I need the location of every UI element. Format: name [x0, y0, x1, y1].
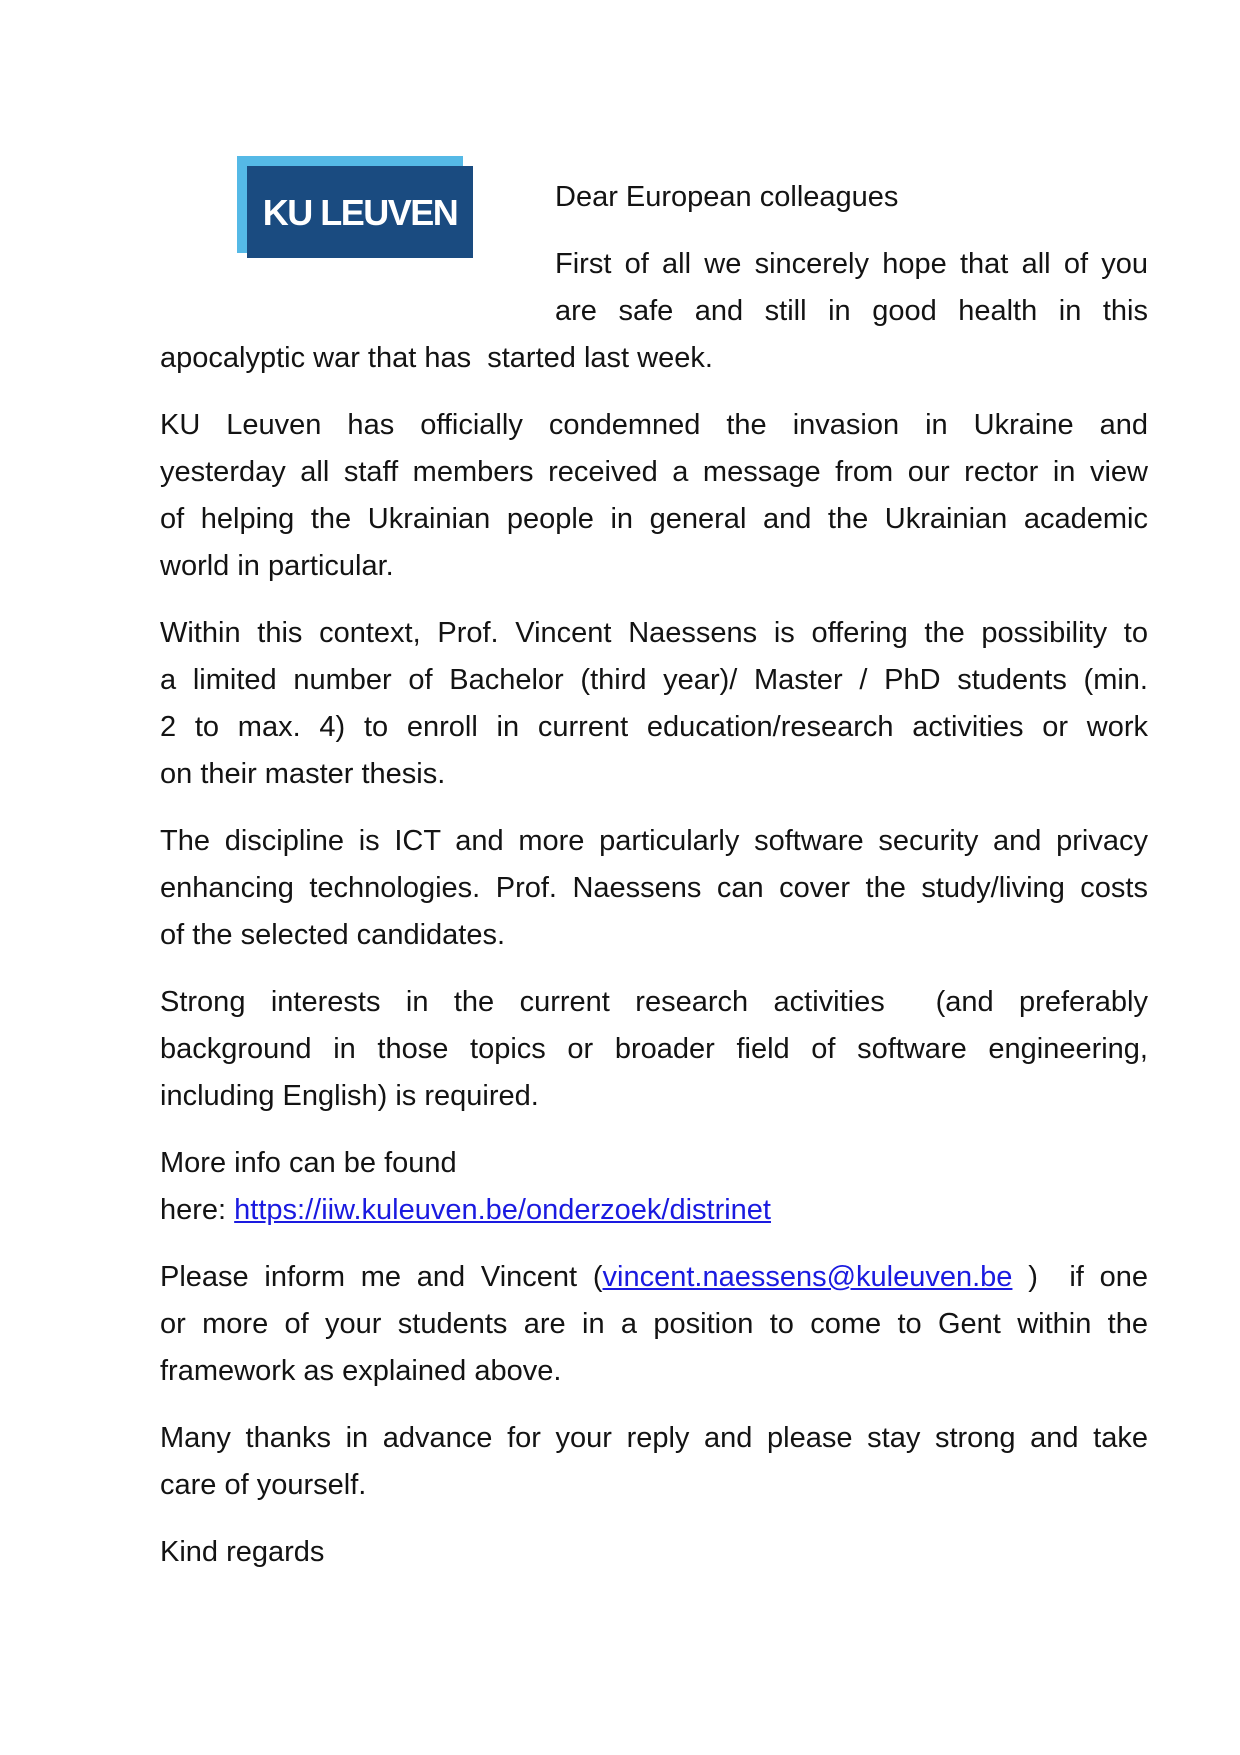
- text-line: [160, 543, 1148, 590]
- text-line: [160, 818, 1148, 865]
- text-segment: Many thanks in advance for your reply and please stay strong and take: [160, 1422, 1148, 1454]
- text-line: [160, 1529, 1148, 1576]
- text-segment: apocalyptic war that has started last week.: [160, 342, 713, 374]
- text-line: [160, 402, 1148, 449]
- paragraph-discipline: [160, 818, 1148, 959]
- text-line: [160, 449, 1148, 496]
- text-segment: or more of your students are in a position to come to Gent within the: [160, 1308, 1148, 1340]
- text-segment: The discipline is ICT and more particularly software security and privacy: [160, 825, 1148, 857]
- text-segment: ) if one: [1012, 1261, 1148, 1293]
- text-segment: are safe and still in good health in this: [555, 295, 1148, 327]
- distrinet-link[interactable]: https://iiw.kuleuven.be/onderzoek/distrinet: [234, 1194, 771, 1226]
- text-segment: world in particular.: [160, 550, 394, 582]
- text-line: [160, 1254, 1148, 1301]
- ku-leuven-logo: [237, 156, 473, 258]
- paragraph-offer: [160, 610, 1148, 798]
- paragraph-condemnation: [160, 402, 1148, 590]
- text-line: [160, 1026, 1148, 1073]
- paragraph-contact: [160, 1254, 1148, 1395]
- text-line: [160, 610, 1148, 657]
- text-segment: Kind regards: [160, 1536, 325, 1568]
- text-line: [160, 1348, 1148, 1395]
- text-line: [160, 1073, 1148, 1120]
- paragraph-requirements: [160, 979, 1148, 1120]
- text-segment: 2 to max. 4) to enroll in current education/research activities or work: [160, 711, 1148, 743]
- text-line: [160, 1187, 1148, 1234]
- paragraph-thanks: [160, 1415, 1148, 1509]
- text-segment: More info can be found: [160, 1147, 457, 1179]
- text-segment: Within this context, Prof. Vincent Naessens is offering the possibility to: [160, 617, 1148, 649]
- text-segment: Please inform me and Vincent (: [160, 1261, 603, 1293]
- logo-darkblue-plate: [247, 166, 473, 258]
- email-link[interactable]: vincent.naessens@kuleuven.be: [602, 1261, 1013, 1293]
- text-segment: here:: [160, 1194, 235, 1226]
- text-segment: including English) is required.: [160, 1080, 539, 1112]
- text-line: [160, 704, 1148, 751]
- text-line: [160, 335, 1148, 382]
- text-line: [160, 1140, 1148, 1187]
- text-segment: framework as explained above.: [160, 1355, 562, 1387]
- text-segment: of the selected candidates.: [160, 919, 506, 951]
- text-segment: of helping the Ukrainian people in general and the Ukrainian academic: [160, 503, 1148, 535]
- text-segment: Dear European colleagues: [555, 181, 899, 213]
- text-segment: enhancing technologies. Prof. Naessens can cover the study/living costs: [160, 872, 1148, 904]
- text-line: [160, 496, 1148, 543]
- text-segment: First of all we sincerely hope that all of you: [555, 248, 1148, 280]
- paragraph-closing: [160, 1529, 1148, 1576]
- text-segment: Strong interests in the current research activities (and preferably: [160, 986, 1148, 1018]
- text-line: [160, 912, 1148, 959]
- text-line: [160, 1301, 1148, 1348]
- text-segment: yesterday all staff members received a message from our rector in view: [160, 456, 1148, 488]
- text-line: [160, 1462, 1148, 1509]
- text-line: [160, 751, 1148, 798]
- text-line: [160, 979, 1148, 1026]
- text-segment: care of yourself.: [160, 1469, 367, 1501]
- text-segment: on their master thesis.: [160, 758, 446, 790]
- text-line: [160, 1415, 1148, 1462]
- logo-float-wrap: [160, 156, 555, 326]
- text-line: [160, 865, 1148, 912]
- text-segment: background in those topics or broader field of software engineering,: [160, 1033, 1148, 1065]
- text-segment: a limited number of Bachelor (third year)/ Master / PhD students (min.: [160, 664, 1148, 696]
- text-segment: KU Leuven has officially condemned the invasion in Ukraine and: [160, 409, 1148, 441]
- ku-leuven-logo-text: KU LEUVEN: [262, 191, 458, 233]
- text-line: [160, 657, 1148, 704]
- paragraph-more-info: [160, 1140, 1148, 1234]
